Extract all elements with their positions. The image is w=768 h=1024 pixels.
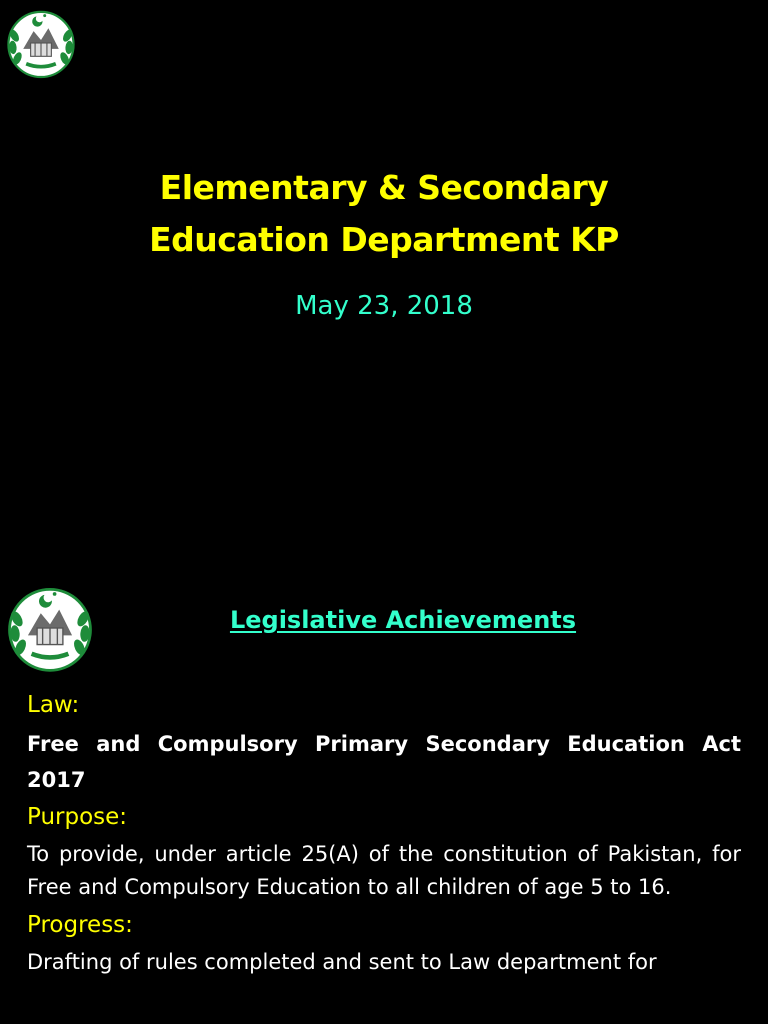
emblem-logo-icon bbox=[4, 6, 78, 80]
presentation-date: May 23, 2018 bbox=[295, 291, 473, 321]
progress-text: Drafting of rules completed and sent to Law department for bbox=[27, 950, 657, 974]
slide-body bbox=[27, 688, 741, 983]
purpose-label: Purpose: bbox=[27, 804, 128, 830]
purpose-text: To provide, under article 25(A) of the constitution of Pakistan, for Free and Compulsory Education to all children of age 5 to 16. bbox=[27, 842, 741, 899]
title-line-1: Elementary & Secondary bbox=[159, 168, 609, 207]
title-line-2: Education Department KP bbox=[149, 220, 619, 259]
law-text: Free and Compulsory Primary Secondary Education Act 2017 bbox=[27, 732, 741, 792]
slide-heading: Legislative Achievements bbox=[229, 606, 577, 634]
progress-label: Progress: bbox=[27, 912, 133, 938]
presentation-title bbox=[0, 162, 768, 266]
law-label: Law: bbox=[27, 692, 80, 718]
legislative-slide bbox=[0, 560, 768, 1024]
